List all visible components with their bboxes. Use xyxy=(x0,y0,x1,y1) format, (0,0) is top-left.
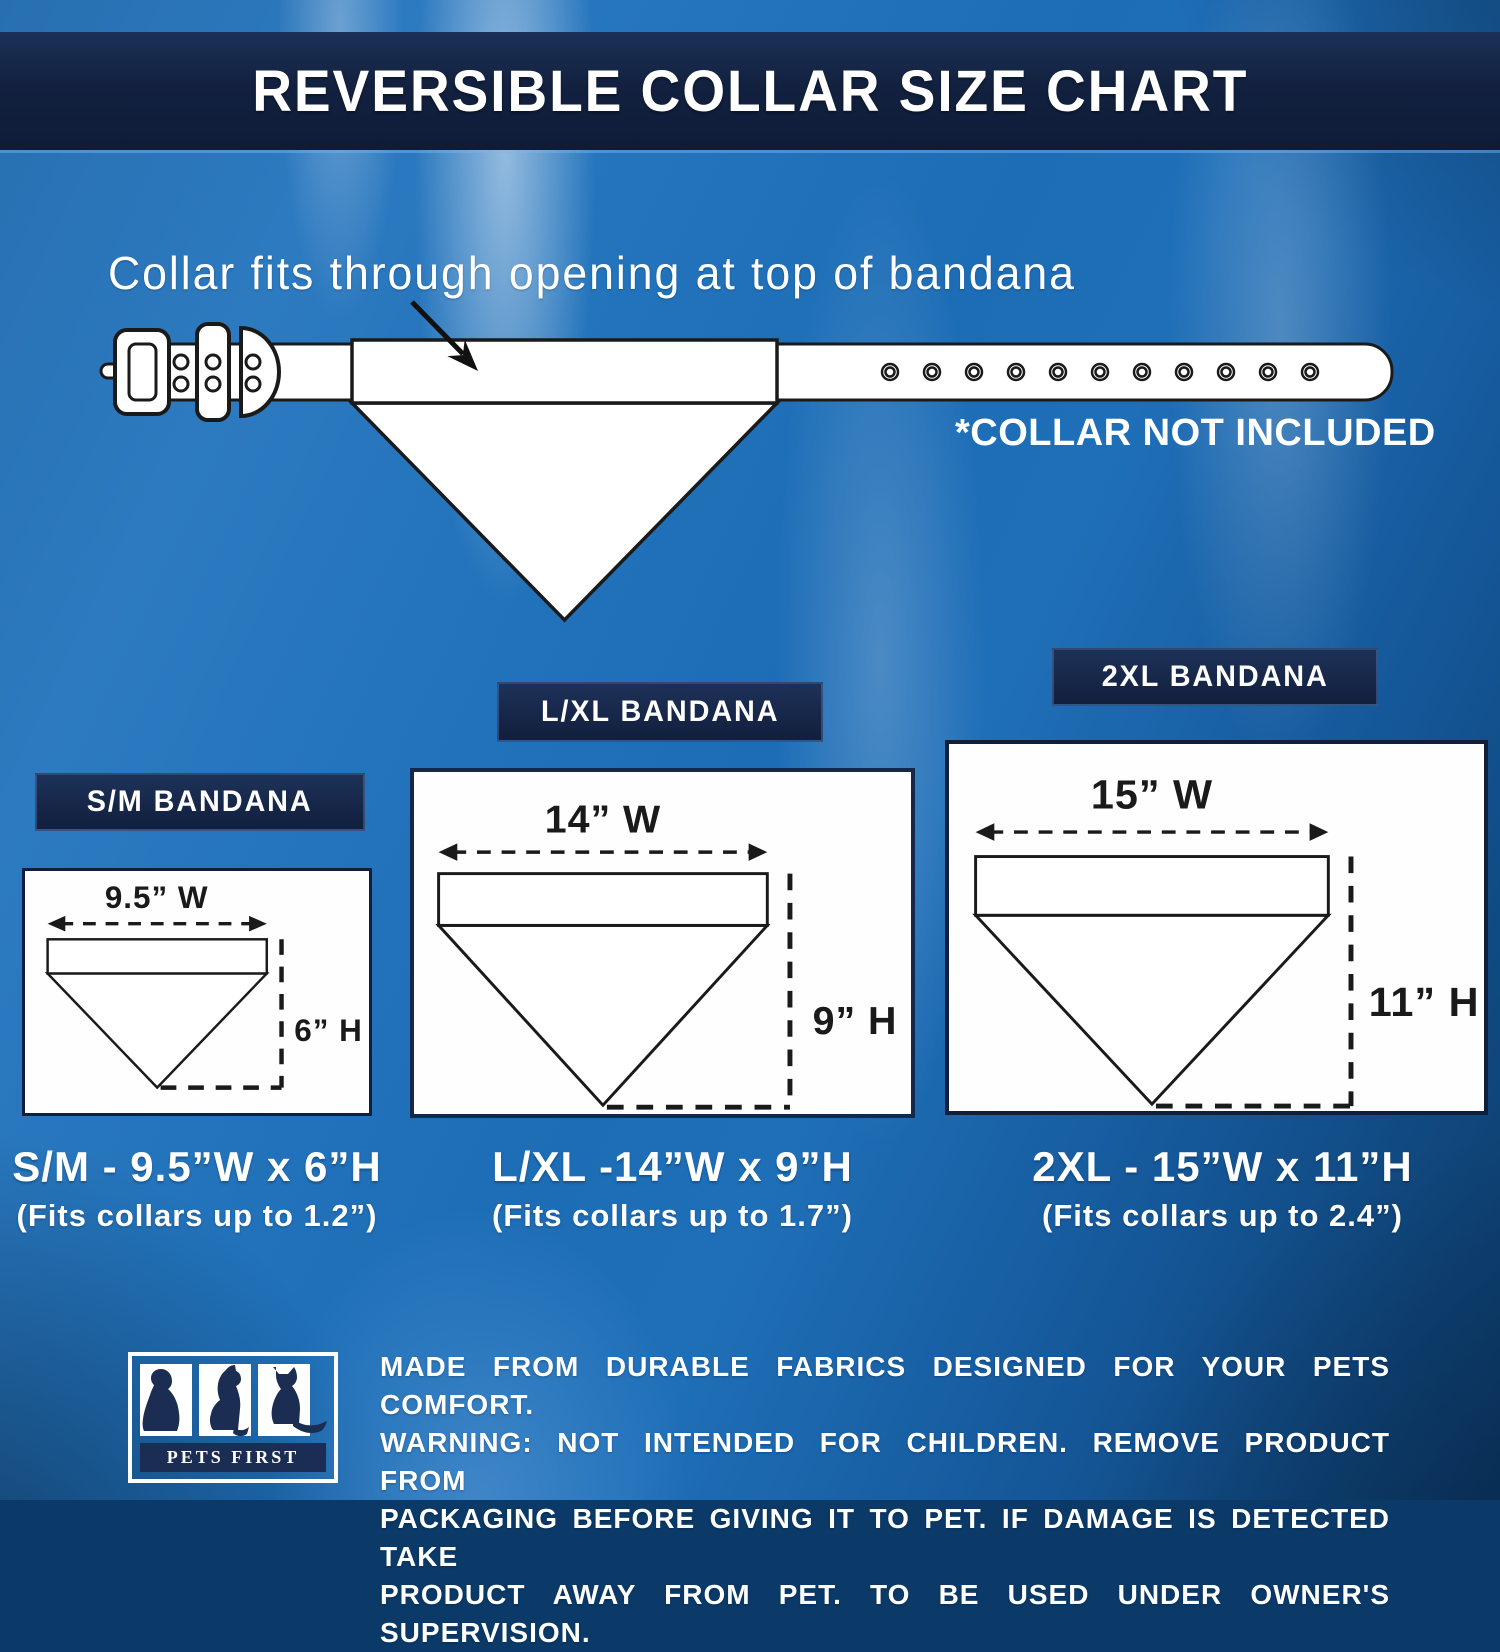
lxl-width-arrow xyxy=(439,843,768,861)
panel-sm xyxy=(22,868,372,1116)
warning-text xyxy=(380,1348,1390,1652)
2xl-triangle xyxy=(976,915,1329,1104)
sm-size-line: S/M - 9.5”W x 6”H xyxy=(12,1143,382,1190)
page-title: REVERSIBLE COLLAR SIZE CHART xyxy=(251,58,1249,124)
bandana-triangle xyxy=(352,403,777,620)
sm-height-label: 6” H xyxy=(294,1012,363,1048)
2xl-width-arrow xyxy=(976,823,1329,841)
2xl-height-label: 11” H xyxy=(1368,979,1480,1026)
warning-line-2: WARNING: NOT INTENDED FOR CHILDREN. REMOVE PRODUCT FROM xyxy=(380,1427,1390,1496)
lxl-height-label: 9” H xyxy=(812,998,898,1043)
sm-band xyxy=(48,939,267,973)
buckle-icon xyxy=(115,330,169,414)
lxl-fit-line: (Fits collars up to 1.7”) xyxy=(492,1198,853,1233)
lxl-width-label: 14” W xyxy=(544,797,662,842)
dog-silhouette-3-icon xyxy=(258,1364,310,1436)
lxl-triangle xyxy=(439,925,768,1105)
diagram-lxl-bandana xyxy=(414,772,911,1114)
lxl-band xyxy=(439,874,768,926)
lxl-size-line: L/XL -14”W x 9”H xyxy=(492,1143,853,1190)
dog-silhouette-1-icon xyxy=(140,1364,192,1436)
collar-loop xyxy=(241,328,279,416)
sm-fit-line: (Fits collars up to 1.2”) xyxy=(16,1198,378,1233)
header-2xl-label: 2XL BANDANA xyxy=(1101,660,1329,693)
collar-caption: Collar fits through opening at top of bandana xyxy=(108,247,1076,299)
pets-first-logo xyxy=(128,1352,338,1483)
panel-lxl xyxy=(410,768,915,1118)
collar-keeper xyxy=(197,324,229,420)
collar-bandana-illustration xyxy=(85,290,1436,635)
brand-name: PETS FIRST xyxy=(166,1447,300,1467)
collar-not-included-note: *COLLAR NOT INCLUDED xyxy=(955,412,1436,454)
warning-line-4: PRODUCT AWAY FROM PET. TO BE USED UNDER OWNER'S SUPERVISION. xyxy=(380,1579,1390,1648)
header-lxl-bandana xyxy=(497,682,823,742)
title-band xyxy=(0,32,1500,150)
dog-silhouette-2-icon xyxy=(199,1364,251,1436)
header-lxl-label: L/XL BANDANA xyxy=(540,695,780,728)
header-sm-label: S/M BANDANA xyxy=(87,785,313,818)
2xl-fit-line: (Fits collars up to 2.4”) xyxy=(1042,1198,1403,1233)
2xl-width-label: 15” W xyxy=(1090,771,1214,818)
diagram-sm-bandana xyxy=(25,871,369,1113)
2xl-band xyxy=(976,857,1329,916)
2xl-size-line: 2XL - 15”W x 11”H xyxy=(1032,1143,1413,1190)
panel-2xl xyxy=(945,740,1488,1115)
header-2xl-bandana xyxy=(1052,648,1378,706)
sm-width-arrow xyxy=(48,916,267,932)
logo-dog-row xyxy=(140,1364,326,1436)
bandana-band xyxy=(352,340,777,403)
diagram-2xl-bandana xyxy=(949,744,1484,1111)
logo-band xyxy=(140,1443,326,1472)
sm-width-label: 9.5” W xyxy=(104,880,209,916)
warning-line-3: PACKAGING BEFORE GIVING IT TO PET. IF DAMAGE IS DETECTED TAKE xyxy=(380,1503,1390,1572)
warning-line-1: MADE FROM DURABLE FABRICS DESIGNED FOR YOUR PETS COMFORT. xyxy=(380,1351,1390,1420)
sm-triangle xyxy=(48,973,267,1087)
header-sm-bandana xyxy=(35,773,365,831)
